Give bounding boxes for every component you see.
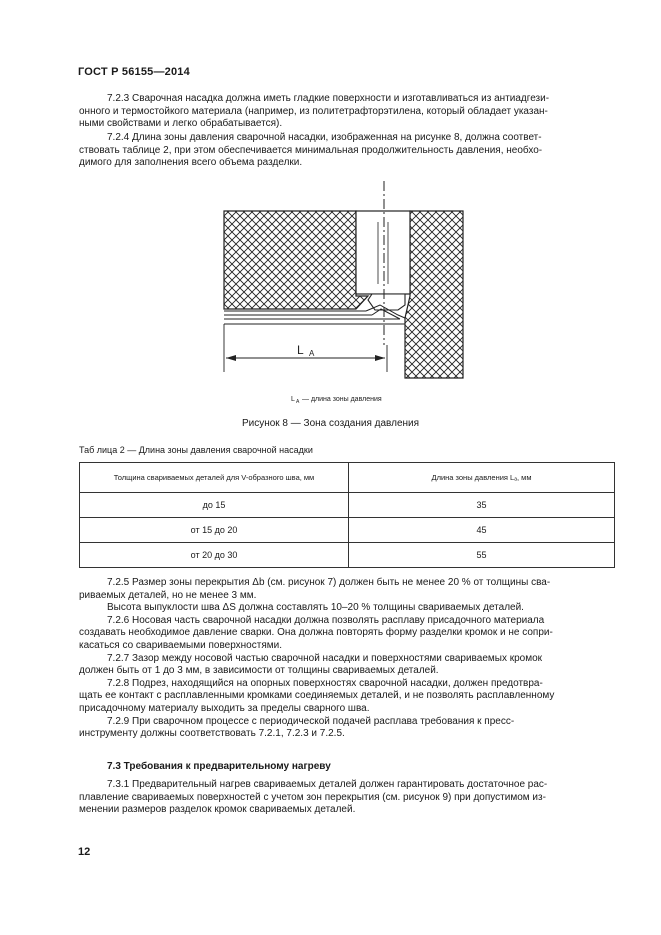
paragraphs-7-2-5-to-7-2-9 [79,577,615,741]
line: риваемых деталей, но не менее 3 мм. [79,589,257,601]
line: онного и термостойкого материала (например, из политетрафторэтилена, который обладает указан- [79,105,548,117]
paragraph-7-3-1 [79,779,615,817]
line: ствовать таблице 2, при этом обеспечивается минимальная продолжительность давления, необхо- [79,144,543,156]
line: 7.2.4 Длина зоны давления сварочной насадки, изображенная на рисунке 8, должна соответ- [107,132,542,143]
section-heading-7-3: 7.3 Требования к предварительному нагреву [107,761,331,772]
table-2 [79,462,615,568]
table-header-thickness: Толщина свариваемых деталей для V-образного шва, мм [80,463,349,493]
legend-sub: A [296,399,300,405]
table-cell-length: 55 [349,543,615,568]
table-cell-thickness: от 20 до 30 [80,543,349,568]
line: должен быть от 1 до 3 мм, в зависимости от толщины свариваемых деталей. [79,665,439,677]
table-header-length: Длина зоны давления Lₐ, мм [349,463,615,493]
line: 7.2.3 Сварочная насадка должна иметь гладкие поверхности и изготавливаться из антиадгези- [107,93,550,104]
legend-L: L [291,396,295,403]
dimension-subscript: A [309,349,315,358]
line: димого для заполнения всего объема разделки. [79,157,303,169]
line: Высота выпуклости шва ΔS должна составлять 10–20 % толщины свариваемых деталей. [107,602,524,614]
line: менении размеров разделок кромок свариваемых деталей. [79,804,356,816]
line: создавать необходимое давление сварки. Она должна повторять форму разделки кромок и не сопри- [79,627,553,639]
table-title: Таб лица 2 — Длина зоны давления сварочной насадки [79,445,313,455]
nozzle-body-hatched [224,211,368,309]
line: 7.2.8 Подрез, находящийся на опорных поверхностях сварочной насадки, должен предотвра- [107,677,543,689]
line: 7.2.9 При сварочном процессе с периодической подачей расплава требования к пресс- [107,715,515,727]
table-header-row [80,463,615,493]
dimension-label: L [297,343,304,357]
line: 7.2.7 Зазор между носовой частью сварочной насадки и поверхностями свариваемых кромок [107,652,543,664]
table-cell-thickness: от 15 до 20 [80,518,349,543]
line: плавление свариваемых поверхностей с учетом зон перекрытия (см. рисунок 9) при допустимом из- [79,791,546,803]
line: инструменту должны соответствовать 7.2.1, 7.2.3 и 7.2.5. [79,728,345,740]
line: 7.2.5 Размер зоны перекрытия Δb (см. рисунок 7) должен быть не менее 20 % от толщины сва- [107,577,551,588]
document-header: ГОСТ Р 56155—2014 [78,66,190,78]
line: щать ее контакт с расплавленными кромками соединяемых деталей, и не позволять расплавленному [79,690,555,702]
figure-caption: Рисунок 8 — Зона создания давления [241,418,420,429]
line: ными свойствами и легко обрабатывается). [79,118,283,130]
table-cell-thickness: до 15 [80,493,349,518]
page-number: 12 [78,846,91,858]
nozzle-right-hatched [405,211,463,378]
line: 7.2.6 Носовая часть сварочной насадки должна позволять расплаву присадочного материала [107,614,545,626]
legend-text: — длина зоны давления [302,396,382,403]
nozzle-bore [356,211,410,294]
table-cell-length: 45 [349,518,615,543]
table-row [80,543,615,568]
line: касаться со свариваемыми поверхностями. [79,639,282,651]
table-row [80,493,615,518]
line: 7.3.1 Предварительный нагрев свариваемых деталей должен гарантировать достаточное рас- [107,779,548,790]
table-row [80,518,615,543]
table-cell-length: 35 [349,493,615,518]
line: присадочному материалу выходить за пределы сварного шва. [79,702,370,714]
